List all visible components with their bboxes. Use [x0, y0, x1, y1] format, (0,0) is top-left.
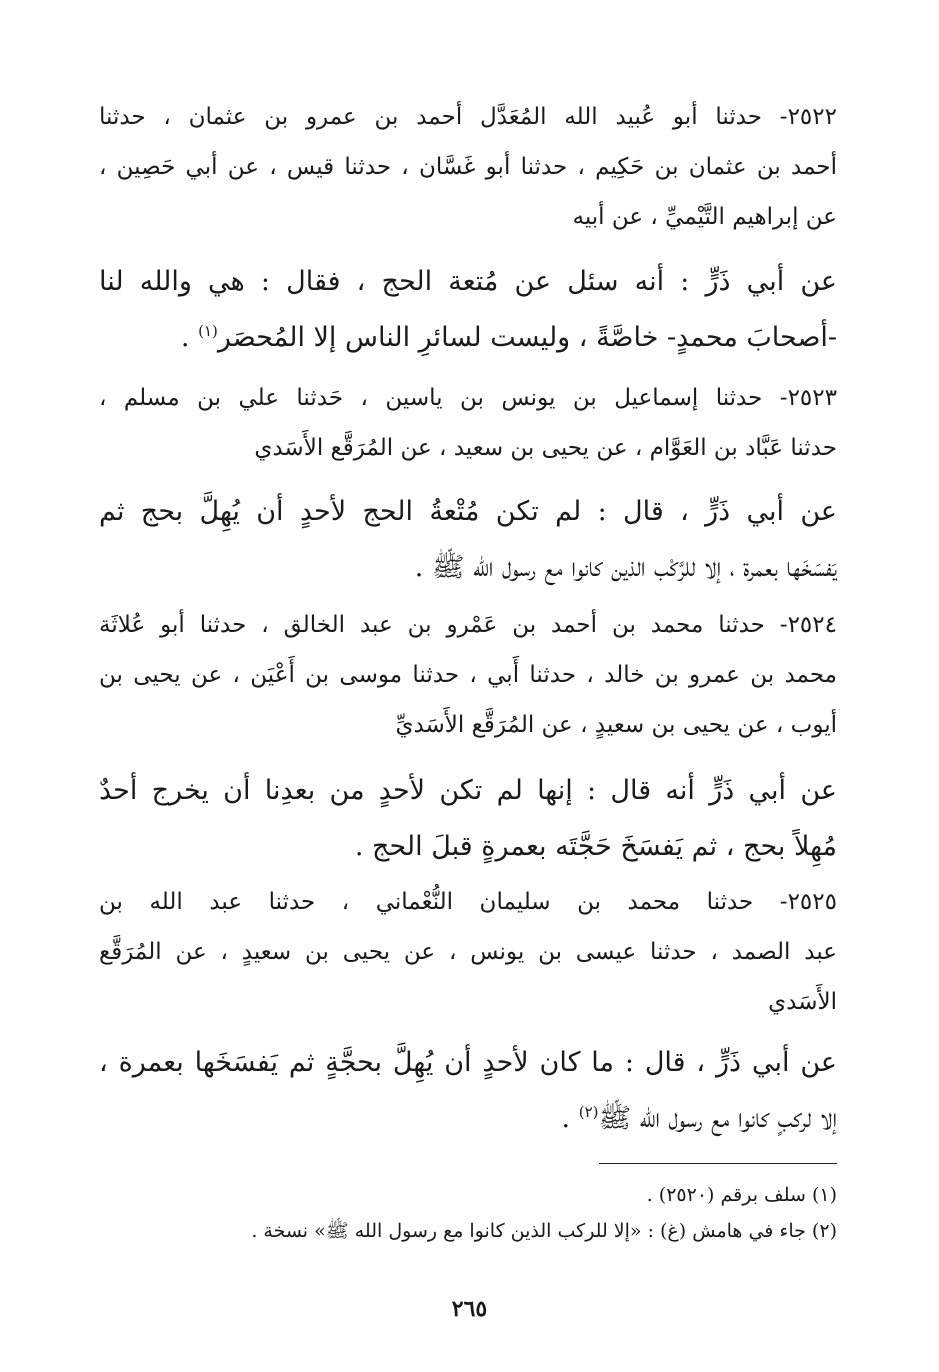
text-line-with-footnote: [99, 310, 837, 366]
hadith-2522-matn: [99, 254, 837, 366]
hadith-2525-isnad: [99, 877, 837, 1027]
period: .: [180, 322, 199, 353]
text-line: أيوب ، عن يحيى بن سعيدٍ ، عن المُرَقَّع الأَسَديِّ: [395, 712, 837, 738]
footnote-2: (٢) جاء في هامش (غ) : «إلا للركب الذين كانوا مع رسول الله ﷺ» نسخة .: [251, 1220, 837, 1242]
footnote-1: (١) سلف برقم (٢٥٢٠) .: [646, 1184, 837, 1206]
footnote-ref-1[interactable]: (١): [198, 322, 218, 340]
hadith-2523-isnad: [99, 373, 837, 473]
text-line: محمد بن عمرو بن خالد ، حدثنا أَبي ، حدثنا موسى بن أَعْيَن ، عن يحيى بن: [99, 662, 837, 688]
footnote-ref-2[interactable]: (٢): [578, 1103, 599, 1121]
text-line: عن أبي ذَرٍّ : أنه سئل عن مُتعة الحج ، فقال : هي والله لنا: [99, 266, 837, 297]
text-line: يَفسَخَها بعمرة ، إلا للرَّكْب الذين كانوا مع رسول الله ﷺ .: [414, 552, 837, 583]
hadith-2523-matn: [99, 484, 837, 596]
text-line: عن أبي ذَرٍّ ، قال : لم تكن مُتْعةُ الحج لأحدٍ أن يُهِلَّ بحج ثم: [99, 496, 837, 527]
footnote-separator: [599, 1163, 837, 1164]
hadith-2524-isnad: [99, 600, 837, 750]
text-line: حدثنا عَبَّاد بن العَوَّام ، عن يحيى بن سعيد ، عن المُرَقَّع الأَسَدي: [254, 435, 837, 461]
hadith-2525-matn: [99, 1035, 837, 1147]
text-line-with-footnote: [99, 1091, 837, 1147]
text-line: الأَسَدي: [768, 989, 837, 1015]
text-line: ٢٥٢٢- حدثنا أبو عُبيد الله المُعَدَّل أحمد بن عمرو بن عثمان ، حدثنا: [99, 104, 837, 130]
matn-text: إلا لركبٍ كانوا مع رسول الله ﷺ: [598, 1103, 837, 1134]
period: .: [561, 1103, 579, 1134]
text-line: عبد الصمد ، حدثنا عيسى بن يونس ، عن يحيى بن سعيدٍ ، عن المُرَقَّع: [99, 939, 837, 965]
text-line: مُهِلاً بحج ، ثم يَفسَخَ حَجَّتَه بعمرةٍ قبلَ الحج .: [354, 831, 837, 862]
text-line: ٢٥٢٥- حدثنا محمد بن سليمان النُّعْماني ، حدثنا عبد الله بن: [99, 889, 837, 915]
text-line: عن أبي ذَرٍّ ، قال : ما كان لأحدٍ أن يُهِلَّ بحجَّةٍ ثم يَفسَخَها بعمرة ،: [99, 1047, 837, 1078]
text-line: عن أبي ذَرٍّ أنه قال : إنها لم تكن لأحدٍ من بعدِنا أن يخرج أحدٌ: [99, 775, 837, 806]
page-number: ٢٦٥: [451, 1296, 488, 1322]
hadith-2524-matn: [99, 763, 837, 875]
hadith-2522-isnad: [99, 92, 837, 242]
text-line: أحمد بن عثمان بن حَكِيم ، حدثنا أبو غَسَّان ، حدثنا قيس ، عن أبي حَصِين ،: [99, 154, 837, 180]
matn-text: -أصحابَ محمدٍ- خاصَّةً ، وليست لسائرِ الناس إلا المُحصَر: [217, 322, 837, 353]
text-line: ٢٥٢٣- حدثنا إسماعيل بن يونس بن ياسين ، حَدثنا علي بن مسلم ،: [99, 385, 837, 411]
text-line: ٢٥٢٤- حدثنا محمد بن أحمد بن عَمْرو بن عبد الخالق ، حدثنا أبو عُلاثَة: [99, 612, 837, 638]
text-line: عن إبراهيم التَّيْميِّ ، عن أبيه: [572, 204, 837, 230]
